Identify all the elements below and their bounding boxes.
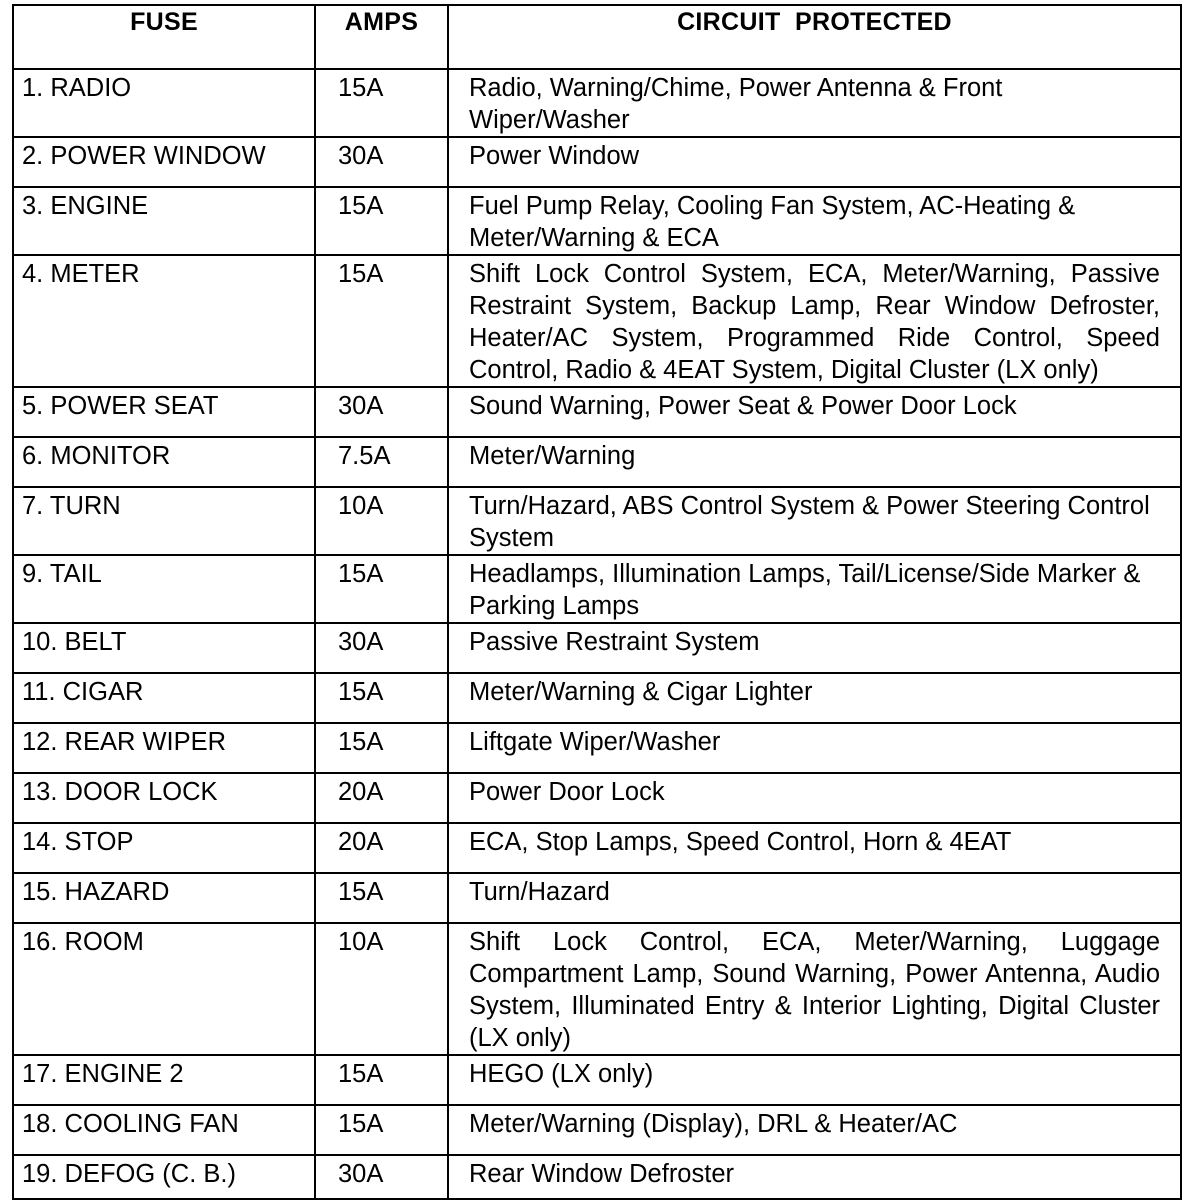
circuit-cell: Meter/Warning (Display), DRL & Heater/AC [448,1105,1181,1155]
circuit-cell: Fuel Pump Relay, Cooling Fan System, AC-Heating & Meter/Warning & ECA [448,187,1181,255]
fuse-cell: 6. MONITOR [13,437,315,487]
amps-cell: 15A [315,673,448,723]
circuit-cell: Shift Lock Control System, ECA, Meter/Warning, Passive Restraint System, Backup Lamp, Rear Window Defroster, Heater/AC System, Programmed Ride Control, Speed Control, Radio & 4EAT System, Digital Cluster (LX only) [448,255,1181,387]
table-row [13,187,1181,255]
table-row [13,1105,1181,1155]
fuse-cell: 19. DEFOG (C. B.) [13,1155,315,1199]
circuit-cell: ECA, Stop Lamps, Speed Control, Horn & 4EAT [448,823,1181,873]
circuit-cell: Shift Lock Control, ECA, Meter/Warning, Luggage Compartment Lamp, Sound Warning, Power Antenna, Audio System, Illuminated Entry & Interior Lighting, Digital Cluster (LX only) [448,923,1181,1055]
table-row [13,1055,1181,1105]
amps-cell: 30A [315,623,448,673]
circuit-cell: Liftgate Wiper/Washer [448,723,1181,773]
fuse-cell: 4. METER [13,255,315,387]
table-row [13,773,1181,823]
circuit-cell: Meter/Warning & Cigar Lighter [448,673,1181,723]
circuit-cell: Meter/Warning [448,437,1181,487]
table-row [13,387,1181,437]
table-row [13,487,1181,555]
amps-cell: 30A [315,137,448,187]
fuse-cell: 10. BELT [13,623,315,673]
amps-cell: 10A [315,487,448,555]
table-row [13,437,1181,487]
circuit-cell: Turn/Hazard [448,873,1181,923]
circuit-cell: Rear Window Defroster [448,1155,1181,1199]
circuit-cell: Power Door Lock [448,773,1181,823]
fuse-cell: 11. CIGAR [13,673,315,723]
amps-cell: 30A [315,1155,448,1199]
fuse-cell: 12. REAR WIPER [13,723,315,773]
table-row [13,873,1181,923]
table-row [13,69,1181,137]
fuse-cell: 17. ENGINE 2 [13,1055,315,1105]
table-row [13,623,1181,673]
table-row [13,137,1181,187]
table-row [13,823,1181,873]
fuse-cell: 3. ENGINE [13,187,315,255]
table-row [13,673,1181,723]
header-circuit-protected: CIRCUIT PROTECTED [448,5,1181,69]
table-row [13,555,1181,623]
amps-cell: 10A [315,923,448,1055]
fuse-cell: 1. RADIO [13,69,315,137]
circuit-cell: Headlamps, Illumination Lamps, Tail/License/Side Marker & Parking Lamps [448,555,1181,623]
fuse-table [12,4,1182,1200]
circuit-cell: Turn/Hazard, ABS Control System & Power Steering Control System [448,487,1181,555]
header-fuse: FUSE [13,5,315,69]
amps-cell: 30A [315,387,448,437]
amps-cell: 15A [315,873,448,923]
fuse-cell: 2. POWER WINDOW [13,137,315,187]
fuse-cell: 9. TAIL [13,555,315,623]
fuse-cell: 15. HAZARD [13,873,315,923]
amps-cell: 15A [315,69,448,137]
amps-cell: 7.5A [315,437,448,487]
circuit-cell: HEGO (LX only) [448,1055,1181,1105]
fuse-cell: 18. COOLING FAN [13,1105,315,1155]
table-row [13,723,1181,773]
circuit-cell: Passive Restraint System [448,623,1181,673]
amps-cell: 15A [315,1105,448,1155]
fuse-cell: 14. STOP [13,823,315,873]
header-amps: AMPS [315,5,448,69]
amps-cell: 15A [315,723,448,773]
amps-cell: 20A [315,773,448,823]
amps-cell: 20A [315,823,448,873]
amps-cell: 15A [315,555,448,623]
fuse-cell: 5. POWER SEAT [13,387,315,437]
table-row [13,255,1181,387]
fuse-cell: 16. ROOM [13,923,315,1055]
header-row [13,5,1181,69]
amps-cell: 15A [315,1055,448,1105]
fuse-cell: 7. TURN [13,487,315,555]
amps-cell: 15A [315,187,448,255]
circuit-cell: Sound Warning, Power Seat & Power Door Lock [448,387,1181,437]
circuit-cell: Radio, Warning/Chime, Power Antenna & Front Wiper/Washer [448,69,1181,137]
amps-cell: 15A [315,255,448,387]
circuit-cell: Power Window [448,137,1181,187]
table-row [13,1155,1181,1199]
table-row [13,923,1181,1055]
fuse-cell: 13. DOOR LOCK [13,773,315,823]
